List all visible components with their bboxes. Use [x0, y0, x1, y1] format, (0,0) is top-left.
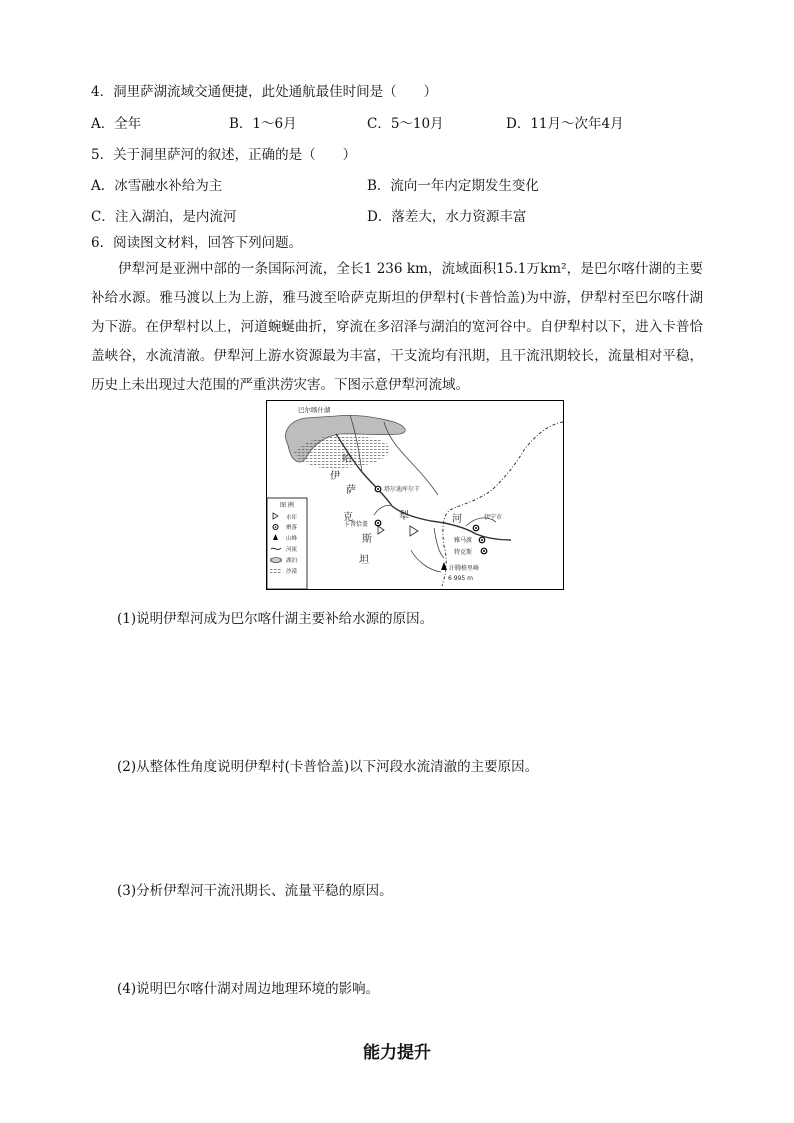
q6-passage: 伊犁河是亚洲中部的一条国际河流，全长1 236 km，流域面积15.1万km²，是巴尔喀什湖的主要补给水源。雅马渡以上为上游，雅马渡至哈萨克斯坦的伊犁村(卡普恰盖)为中游，伊犁村至巴尔喀什湖为下游。在伊犁村以上，河道蜿蜒曲折，穿流在多沼泽与湖泊的宽河谷中。自伊犁村以下，进入卡普恰盖峡谷，水流清澈。伊犁河上游水资源最为丰富，干支流均有汛期，且干流汛期较长，流量相对平稳，历史上未出现过大范围的严重洪涝灾害。下图示意伊犁河流域。	[91, 261, 703, 393]
legend-lake: 湖泊	[286, 558, 298, 564]
q6-subquestion-3: (3)分析伊犁河干流汛期长、流量平稳的原因。	[117, 883, 393, 899]
ili-river-basin-map	[266, 400, 564, 590]
q5-option-c: C．注入湖泊，是内流河	[91, 209, 237, 225]
q4-option-d: D．11月～次年4月	[506, 116, 624, 132]
legend-settlement: 聚落	[286, 525, 298, 531]
peak-name: 汗腾格里峰	[449, 565, 480, 572]
river-char-li: 犁	[399, 511, 409, 522]
q6-subquestion-4: (4)说明巴尔喀什湖对周边地理环境的影响。	[117, 981, 380, 997]
lake-label: 巴尔喀什湖	[298, 406, 331, 414]
q5-option-b: B．流向一年内定期发生变化	[367, 178, 539, 194]
section-title: 能力提升	[363, 1043, 431, 1063]
lake-legend-icon	[271, 558, 282, 563]
q4-option-c: C．5～10月	[367, 116, 444, 132]
river-char-he: 河	[452, 514, 462, 525]
q4-option-b: B．1～6月	[229, 116, 297, 132]
peak-elevation: 6 995 m	[448, 575, 473, 582]
q5-stem: 5．关于洞里萨河的叙述，正确的是（ ）	[91, 147, 357, 163]
city-taldykorgan: 塔尔迪库尔干	[384, 486, 421, 493]
river-char-yi: 伊	[330, 471, 340, 482]
city-tekes: 特克斯	[454, 549, 473, 556]
q5-option-a: A．冰雪融水补给为主	[91, 178, 223, 194]
country-char-sa: 萨	[346, 485, 356, 496]
legend-river: 河流	[286, 547, 298, 553]
q4-option-a: A．全年	[91, 116, 142, 132]
city-yamadu: 雅马渡	[454, 537, 473, 544]
country-char-si: 斯	[362, 534, 372, 545]
legend-title: 图 例	[280, 502, 294, 509]
city-kapchagay: 卡普恰盖	[344, 521, 369, 528]
q6-stem: 6．阅读图文材料，回答下列问题。	[91, 235, 303, 251]
city-yining: 伊宁市	[484, 514, 503, 521]
desert-legend-icon	[270, 568, 281, 573]
q6-subquestion-1: (1)说明伊犁河成为巴尔喀什湖主要补给水源的原因。	[117, 611, 434, 627]
legend-reservoir: 水库	[286, 515, 298, 521]
country-char-ha: 哈	[342, 454, 352, 465]
legend-desert: 沙漠	[286, 569, 298, 575]
q4-stem: 4．洞里萨湖流域交通便捷，此处通航最佳时间是（ ）	[91, 84, 438, 100]
q6-subquestion-2: (2)从整体性角度说明伊犁村(卡普恰盖)以下河段水流清澈的主要原因。	[117, 759, 539, 775]
map-legend	[267, 498, 307, 589]
country-char-tan: 坦	[359, 555, 369, 566]
country-char-ke: 克	[343, 512, 353, 523]
legend-peak: 山峰	[286, 536, 298, 542]
q5-option-d: D．落差大，水力资源丰富	[367, 209, 527, 225]
